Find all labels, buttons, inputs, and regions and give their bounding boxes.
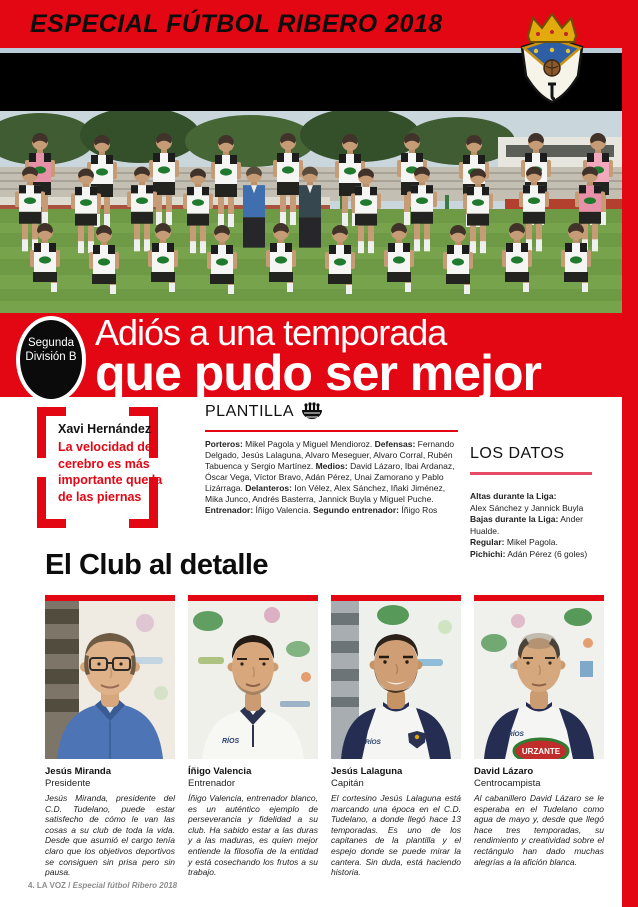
datos-body [470,491,612,560]
person-card [474,595,604,867]
plantilla-names: Ion Vélez, Alex Sánchez, Iñaki Jiménez, Mika Junco, Andrés Basterra, Jannick Buyla y Miguel Puche. [205,483,446,504]
team-huddle-icon [300,402,324,422]
urzante-logo: URZANTE [521,747,561,756]
person-card [188,595,318,878]
plantilla-names: Fernando Delgado, Jesús Lalaguna, Alvaro Meseguer, Alvaro Corral, Rubén Tabuenca y Sergio Martínez. [205,439,455,471]
person-role: Centrocampista [474,778,541,789]
page-footer [28,881,177,890]
person-name: Jesús Lalaguna [331,766,403,777]
datos-rule [470,472,592,475]
plantilla-section [205,402,460,516]
footer-left: 4. LA VOZ / [28,881,73,890]
datos-section [470,445,612,560]
datos-label: Regular: [470,537,505,547]
rios-logo: RÍOS [365,739,381,746]
plantilla-title: PLANTILLA [205,403,294,420]
plantilla-names: Mikel Pagola y Miguel Mendioroz. [245,439,373,449]
photo-jesus-lalaguna [331,601,461,759]
person-bio: El cortesino Jesús Lalaguna está marcando una época en el C.D. Tudelano, a donde llegó hace 13 temporadas. Es uno de los capitanes de la plantilla y el espejo donde se puede mirar la cantera. Sin duda, está haciendo historia. [331,793,461,878]
person-bio: Jesús Miranda, presidente del C.D. Tudelano, puede estar satisfecho de cómo le van las cosas a su club de toda la vida. Desde que asumió el cargo tenía claro que los objetivos deportivos se consiguen sin prisa pero sin pausa. [45,793,175,878]
quote-author: Xavi Hernández [58,422,152,436]
rios-logo: RÍOS [222,738,240,745]
datos-value: Mikel Pagola. [506,537,558,547]
datos-value: Alex Sánchez y Jannick Buyla [470,502,584,513]
photo-inigo-valencia [188,601,318,759]
section-title: El Club al detalle [45,549,269,581]
team-photo [0,111,622,313]
plantilla-label: Segundo entrenador: [313,505,400,515]
quote-box [37,407,163,528]
person-card [331,595,461,878]
person-card [45,595,175,878]
person-name: Jesús Miranda [45,766,111,777]
plantilla-label: Delanteros: [245,483,292,493]
person-role: Capitán [331,778,364,789]
datos-label: Pichichi: [470,548,506,559]
headline-line1: Adiós a una temporada [95,312,447,353]
footer-right: Especial fútbol Ribero 2018 [72,881,178,890]
person-name: David Lázaro [474,766,534,777]
division-line1: Segunda [27,337,75,349]
person-name: Íñigo Valencia [188,766,252,777]
division-line2: División B [25,351,77,363]
quote-text: La velocidad del cerebro es más importante que la de las piernas [58,440,163,504]
datos-value: Ander Hualde. [470,514,583,536]
plantilla-rule [205,430,458,432]
person-role: Entrenador [188,778,236,789]
headline-band [0,312,638,401]
edition-title: ESPECIAL FÚTBOL RIBERO 2018 [30,10,443,38]
club-crest-icon [500,10,604,106]
division-badge [16,316,86,403]
person-bio: Íñigo Valencia, entrenador blanco, es un auténtico ejemplo de perseverancia y fidelidad a su club. Ha sabido estar a las duras y a las maduras, es quien mejor entiende la filosofía de la entidad y está cosechando los frutos a su trabajo. [188,793,318,878]
plantilla-names: Íñigo Ros [401,505,438,515]
person-bio: Al cabanillero David Lázaro se le esperaba en el Tudelano como agua de mayo y, desde que llegó hace tres temporadas, su rendimiento y creatividad sobre el rectángulo han dado muchas alegrías a la afición blanca. [474,793,604,867]
plantilla-label: Porteros: [205,439,243,449]
datos-title: LOS DATOS [470,445,565,462]
plantilla-label: Medios: [315,461,348,471]
plantilla-text [205,439,458,516]
rios-logo: RÍOS [508,731,524,738]
plantilla-label: Entrenador: [205,505,254,515]
headline [95,312,541,401]
right-red-strip [622,0,638,907]
datos-label: Altas durante la Liga: [470,491,557,501]
plantilla-label: Defensas: [374,439,416,449]
photo-david-lazaro [474,601,604,759]
person-role: Presidente [45,778,91,789]
datos-label: Bajas durante la Liga: [470,514,559,524]
photo-jesus-miranda [45,601,175,759]
plantilla-names: David Lázaro, Ibai Ardanaz, Óscar Vega, Víctor Bravo, Adán Pérez, Unai Zamorano y Pablo Lizárraga. [205,461,455,493]
headline-line2: que pudo ser mejor [95,345,541,401]
plantilla-names: Íñigo Valencia. [255,505,311,515]
datos-value: Adán Pérez (6 goles) [507,548,588,559]
